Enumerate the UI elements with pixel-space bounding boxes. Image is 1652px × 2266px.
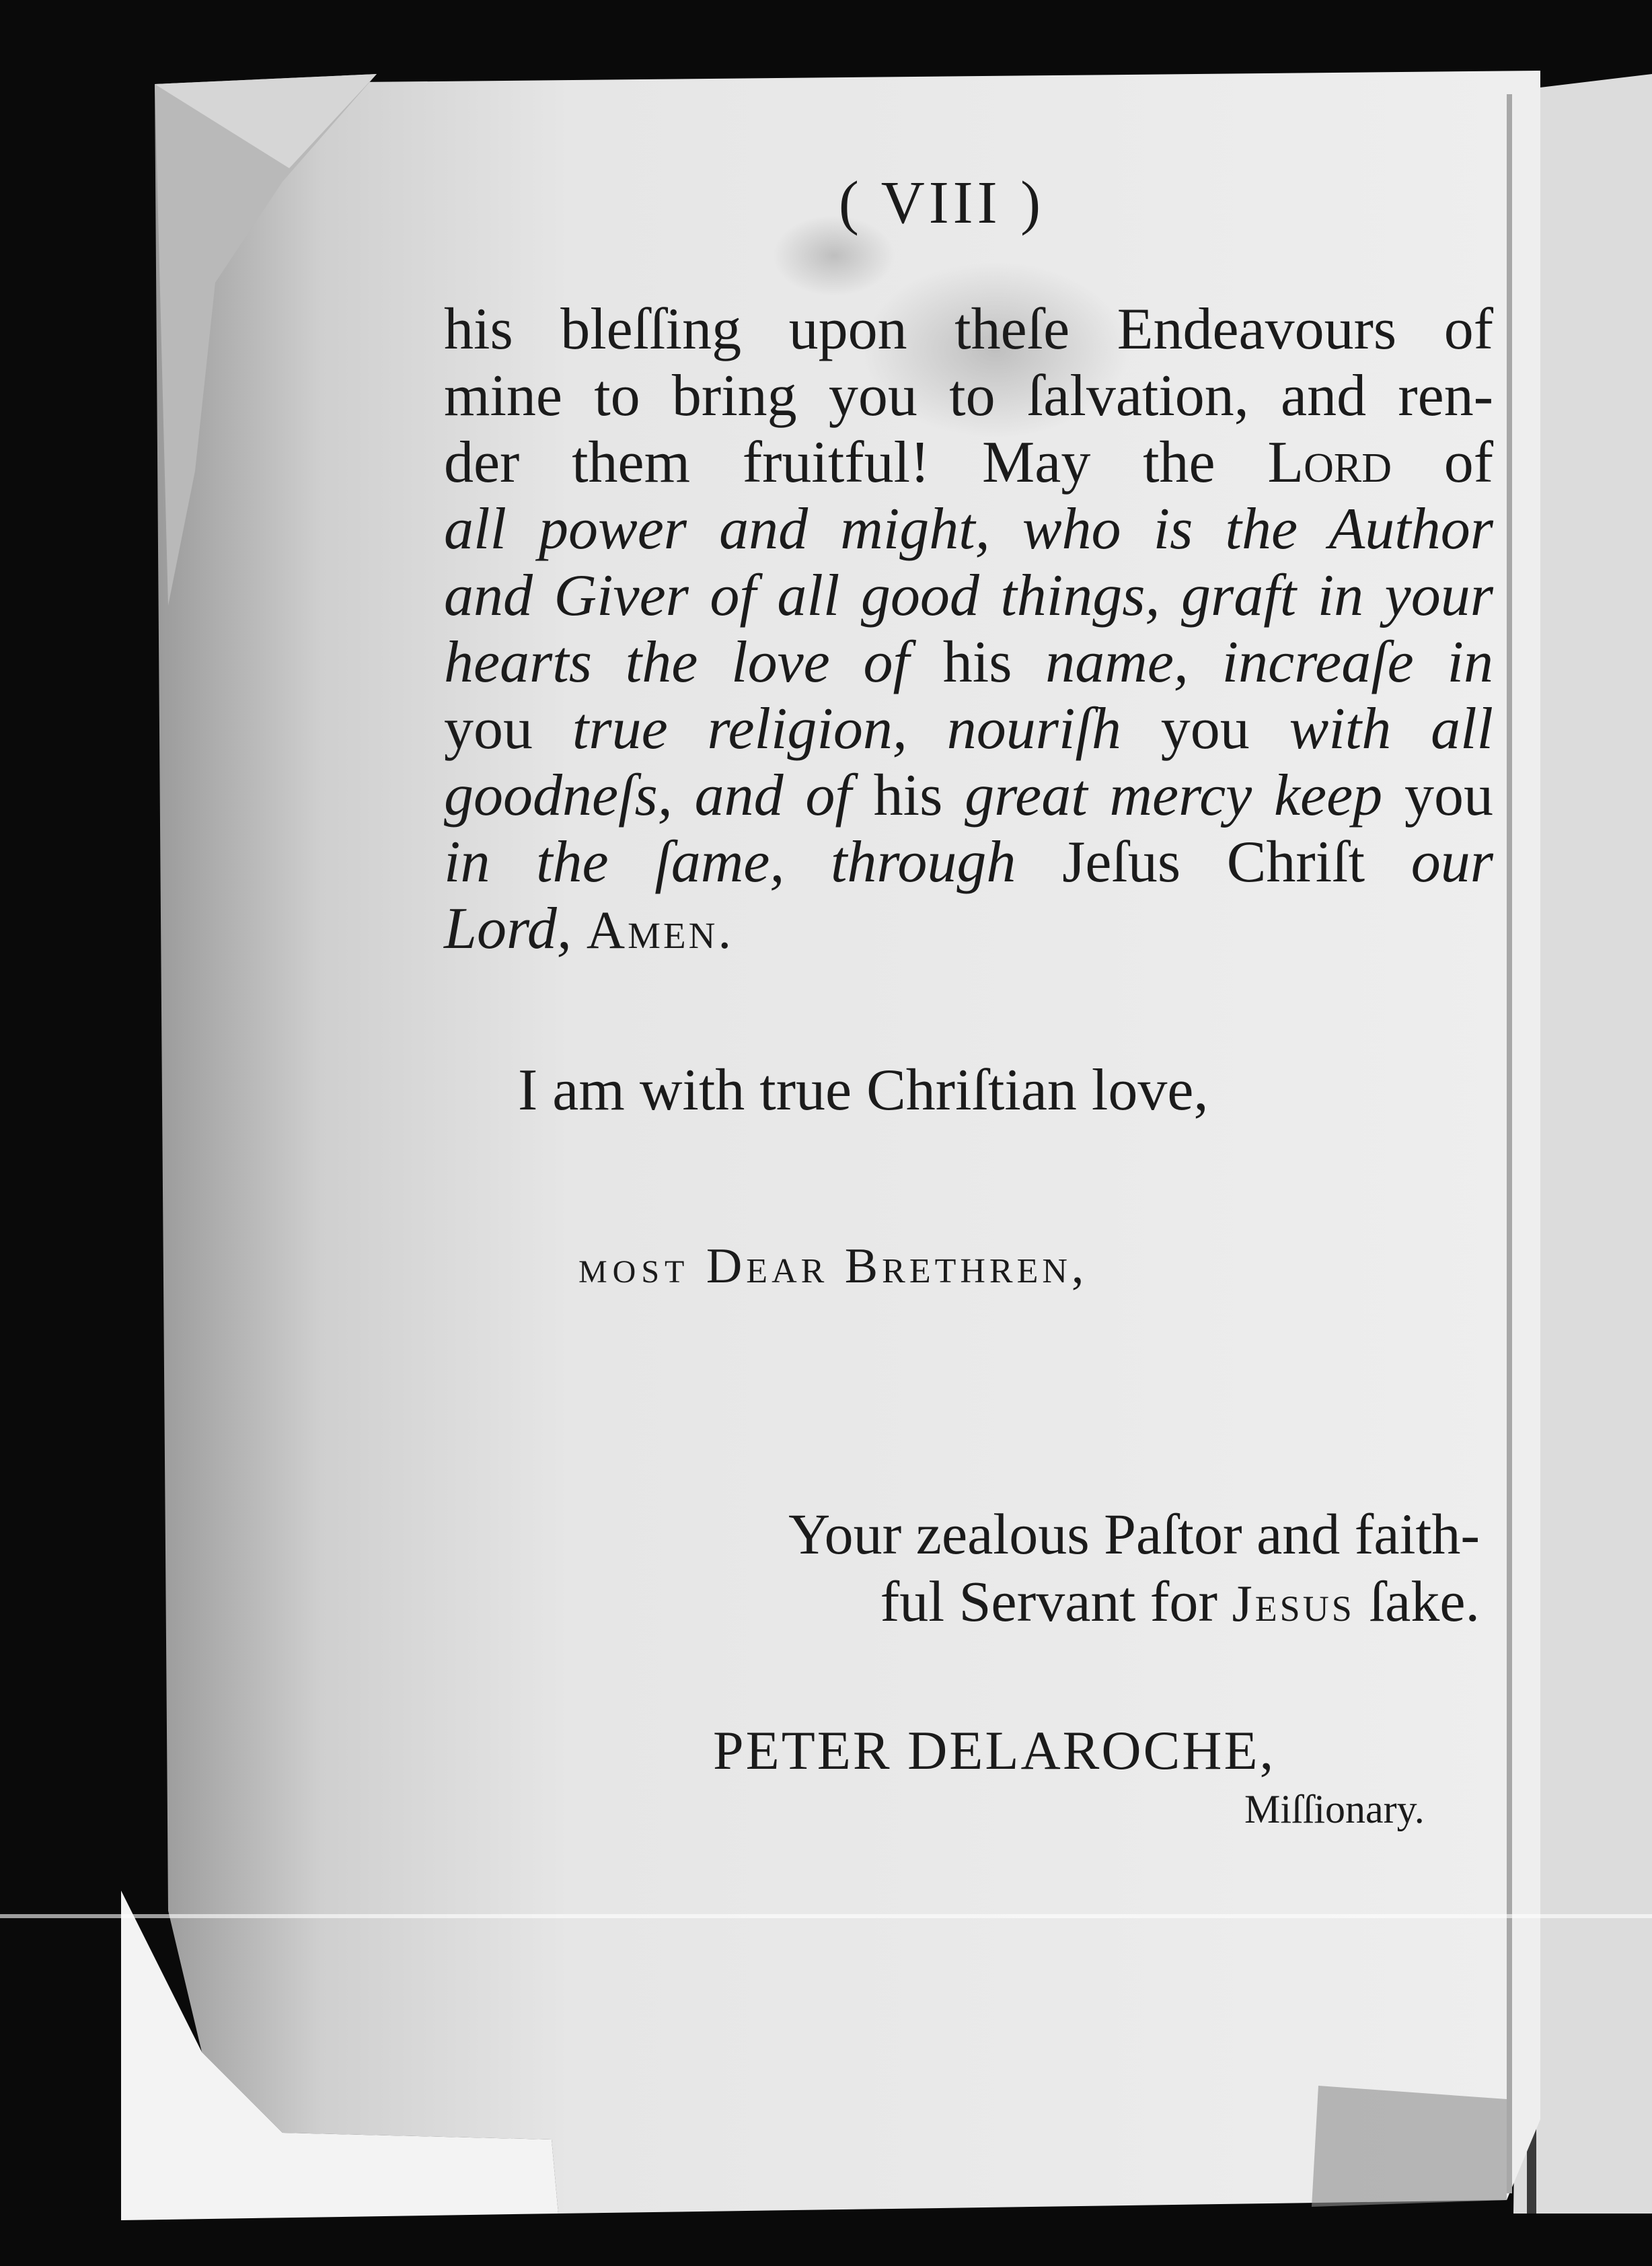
body-line [444, 562, 1493, 629]
body-line [444, 296, 1493, 363]
body-line-segment: all power and might, who is the Author [444, 497, 1493, 562]
body-line-segment: you [444, 696, 572, 762]
body-line-segment: with all [1289, 696, 1493, 762]
salutation-prefix: MOST [578, 1254, 690, 1290]
signoff-block [666, 1500, 1480, 1637]
page-number: ( VIII ) [838, 170, 1045, 236]
body-line-segment: you [1404, 763, 1493, 828]
body-line [444, 629, 1493, 696]
body-line [444, 363, 1493, 429]
body-paragraph [444, 296, 1493, 962]
body-line-segment: goodneſs, and of [444, 763, 874, 828]
body-line-segment: his bleſſing upon theſe Endeavours of [444, 297, 1493, 362]
body-line-segment: der them fruitful! May the [444, 430, 1268, 495]
body-line-segment: his [942, 630, 1046, 695]
body-line-segment: of [1391, 430, 1493, 495]
signoff-line-2 [666, 1568, 1480, 1637]
body-line-segment: in the ſame, through [444, 830, 1063, 895]
body-line-segment: Jeſus Chriſt [1062, 830, 1411, 895]
body-line-segment: Amen. [586, 901, 735, 960]
body-line [444, 896, 1493, 962]
body-line-segment: Lord [1267, 430, 1392, 495]
signoff-line-2-start: ful Servant for [880, 1569, 1232, 1634]
body-line-segment: and Giver of all good things, graft in your [444, 563, 1493, 628]
body-line-segment: hearts the love of [444, 630, 943, 695]
signoff-line-2-end: ſake. [1354, 1569, 1480, 1634]
body-line-segment: our [1411, 830, 1493, 895]
salutation-main: Dear Brethren, [706, 1239, 1088, 1294]
body-line-segment: mine to bring you to ſalvation, and ren- [444, 363, 1493, 429]
signature-title: Miſſionary. [1244, 1787, 1425, 1831]
body-line-segment: name, increaſe in [1045, 630, 1493, 695]
signoff-line-2-name: Jesus [1232, 1574, 1355, 1632]
body-line [444, 762, 1493, 829]
body-line [444, 696, 1493, 762]
body-line-segment: his [873, 763, 965, 828]
body-line-segment: you [1160, 696, 1289, 762]
body-line-segment: true religion, nouriſh [572, 696, 1161, 762]
signature-name: PETER DELAROCHE, [713, 1720, 1276, 1781]
salutation [578, 1238, 1088, 1295]
closing-line: I am with true Chriſtian love, [518, 1058, 1209, 1123]
body-line-segment: great mercy keep [965, 763, 1404, 828]
body-line [444, 429, 1493, 496]
body-line-segment: Lord, [444, 896, 587, 961]
body-line [444, 496, 1493, 562]
signoff-line-1: Your zealous Paſtor and faith- [788, 1502, 1480, 1566]
body-line [444, 829, 1493, 896]
